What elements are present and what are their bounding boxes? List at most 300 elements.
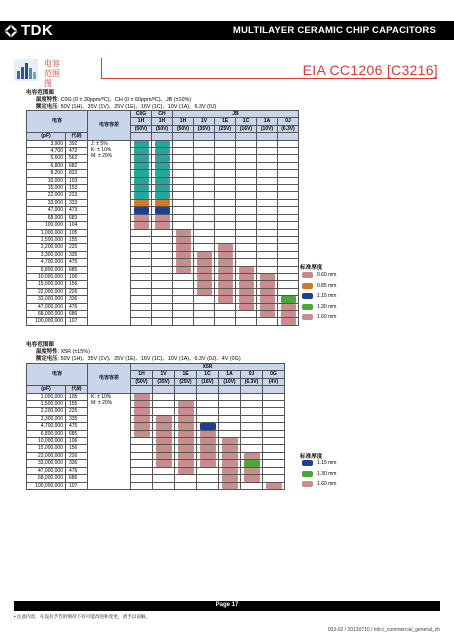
cap-value: 2,200,000 xyxy=(27,408,66,415)
range-bar xyxy=(134,431,150,437)
brand-text: TDK xyxy=(21,22,54,39)
range-cell xyxy=(215,199,236,206)
col-code: 代码 xyxy=(66,133,88,140)
range-bar xyxy=(134,192,149,198)
tolerance-entry: M: ± 20% xyxy=(91,153,113,160)
range-cell xyxy=(278,207,299,214)
cap-value: 33,000,000 xyxy=(27,460,66,467)
range-cell xyxy=(236,214,257,221)
range-cell xyxy=(173,288,194,295)
range-cell xyxy=(263,401,285,408)
range-cell xyxy=(197,475,219,482)
volt-code: 1E xyxy=(215,118,236,125)
range-cell xyxy=(197,482,219,489)
volt-value: (10V) xyxy=(257,125,278,132)
range-cell xyxy=(257,229,278,236)
legend-item xyxy=(302,460,336,466)
legend-label: 1.15 mm xyxy=(317,460,337,466)
legend-item xyxy=(302,293,336,299)
range-cell xyxy=(263,408,285,415)
cap-code: 155 xyxy=(66,236,88,243)
range-cell xyxy=(215,162,236,169)
range-cell xyxy=(257,259,278,266)
range-cell xyxy=(278,259,299,266)
range-bar xyxy=(155,215,170,221)
range-cell xyxy=(197,401,219,408)
range-cell xyxy=(257,251,278,258)
range-bar xyxy=(156,445,172,451)
range-bar xyxy=(134,148,149,154)
range-cell xyxy=(236,222,257,229)
cap-value: 3,900 xyxy=(27,140,66,147)
range-bar xyxy=(222,468,238,474)
range-bar xyxy=(176,230,191,236)
footer-bar xyxy=(14,601,440,611)
volt-spacer xyxy=(278,133,299,140)
range-bar xyxy=(176,252,191,258)
range-cell xyxy=(194,199,215,206)
range-cell xyxy=(278,185,299,192)
range-cell xyxy=(257,177,278,184)
tolerance-cell xyxy=(88,140,131,325)
range-bar xyxy=(176,267,191,273)
page-title: MULTILAYER CERAMIC CHIP CAPACITORS xyxy=(232,25,436,36)
group-x5r: X5R xyxy=(131,364,285,371)
range-bar xyxy=(222,453,238,459)
cap-value: 47,000 xyxy=(27,207,66,214)
range-bar xyxy=(239,281,254,287)
volt-value: (50V) xyxy=(152,125,173,132)
range-bar xyxy=(156,453,172,459)
range-cell xyxy=(236,259,257,266)
range-cell xyxy=(131,482,153,489)
volt-code: 1A xyxy=(257,118,278,125)
volt-spacer xyxy=(153,386,175,393)
range-cell xyxy=(257,185,278,192)
range-cell xyxy=(194,207,215,214)
cap-code: 336 xyxy=(66,460,88,467)
range-cell xyxy=(278,273,299,280)
volt-value: (6.3V) xyxy=(278,125,299,132)
range-bar xyxy=(134,200,149,206)
range-bar xyxy=(134,155,149,161)
range-cell xyxy=(197,467,219,474)
range-cell xyxy=(152,310,173,317)
range-bar xyxy=(134,178,149,184)
volt-spacer xyxy=(263,386,285,393)
range-cell xyxy=(173,318,194,325)
col-pf: (pF) xyxy=(27,133,66,140)
range-cell xyxy=(152,266,173,273)
range-cell xyxy=(173,222,194,229)
range-bar xyxy=(239,289,254,295)
volt-spacer xyxy=(131,386,153,393)
range-bar xyxy=(155,163,170,169)
range-cell xyxy=(194,170,215,177)
volt-spacer xyxy=(197,386,219,393)
range-bar xyxy=(260,274,275,280)
range-bar xyxy=(178,445,194,451)
cap-value: 68,000,000 xyxy=(27,310,66,317)
range-bar xyxy=(155,178,170,184)
range-bar xyxy=(156,460,172,466)
range-cell xyxy=(153,467,175,474)
range-bar xyxy=(222,483,238,489)
range-cell xyxy=(194,310,215,317)
range-cell xyxy=(215,303,236,310)
range-cell xyxy=(194,162,215,169)
cap-value: 4,700 xyxy=(27,148,66,155)
section2-heading: 电容范围图 xyxy=(26,342,54,348)
range-cell xyxy=(152,251,173,258)
range-cell xyxy=(173,273,194,280)
range-cell xyxy=(194,192,215,199)
cap-value: 15,000,000 xyxy=(27,445,66,452)
range-cell xyxy=(173,148,194,155)
range-cell xyxy=(173,140,194,147)
range-cell xyxy=(263,452,285,459)
range-cell xyxy=(263,423,285,430)
cap-value: 100,000 xyxy=(27,222,66,229)
col-tolerance: 电容容差 xyxy=(88,364,131,394)
legend-item xyxy=(302,481,336,487)
range-cell xyxy=(173,199,194,206)
volt-value: (25V) xyxy=(175,378,197,385)
range-cell xyxy=(153,482,175,489)
volt-code: 0G xyxy=(263,371,285,378)
range-cell xyxy=(257,207,278,214)
range-bar xyxy=(218,281,233,287)
range-bar xyxy=(178,460,194,466)
table-row xyxy=(27,288,299,295)
range-bar xyxy=(200,445,216,451)
cap-value: 22,000,000 xyxy=(27,288,66,295)
range-cell xyxy=(219,415,241,422)
cap-code: 156 xyxy=(66,281,88,288)
range-bar xyxy=(260,289,275,295)
range-cell xyxy=(278,192,299,199)
range-cell xyxy=(236,192,257,199)
range-cell xyxy=(241,393,263,400)
range-cell xyxy=(236,155,257,162)
cap-code: 336 xyxy=(66,296,88,303)
cap-code: 335 xyxy=(66,251,88,258)
range-bar xyxy=(155,141,170,147)
range-bar xyxy=(222,438,238,444)
range-bar xyxy=(178,408,194,414)
range-cell xyxy=(278,236,299,243)
volt-code: 1C xyxy=(197,371,219,378)
table-row xyxy=(27,281,299,288)
range-cell xyxy=(263,438,285,445)
range-cell xyxy=(278,155,299,162)
volt-value: (50V) xyxy=(131,125,152,132)
cap-code: 223 xyxy=(66,192,88,199)
table-row xyxy=(27,296,299,303)
legend-label: 1.30 mm xyxy=(317,303,337,310)
range-bar xyxy=(244,453,260,459)
range-cell xyxy=(173,296,194,303)
range-bar xyxy=(200,423,216,429)
col-capacitance: 电容 xyxy=(27,111,88,133)
range-cell xyxy=(236,199,257,206)
range-cell xyxy=(257,266,278,273)
range-cell xyxy=(278,266,299,273)
range-cell xyxy=(263,475,285,482)
table-row xyxy=(27,273,299,280)
range-cell xyxy=(152,281,173,288)
category-label: 电容 范围图 xyxy=(44,59,60,88)
cap-code: 473 xyxy=(66,207,88,214)
range-cell xyxy=(236,229,257,236)
range-cell xyxy=(131,259,152,266)
range-cell xyxy=(236,310,257,317)
range-cell xyxy=(257,155,278,162)
cap-code: 225 xyxy=(66,408,88,415)
cap-code: 105 xyxy=(66,393,88,400)
range-cell xyxy=(278,177,299,184)
col-code: 代码 xyxy=(66,386,88,393)
legend-swatch xyxy=(302,460,313,466)
range-cell xyxy=(215,177,236,184)
range-bar xyxy=(239,274,254,280)
legend-label: 1.30 mm xyxy=(317,470,337,477)
range-bar xyxy=(266,483,282,489)
range-cell xyxy=(278,244,299,251)
range-cell xyxy=(131,452,153,459)
range-bar xyxy=(178,468,194,474)
range-cell xyxy=(152,259,173,266)
range-cell xyxy=(278,222,299,229)
cap-value: 10,000,000 xyxy=(27,438,66,445)
tdk-diamond-icon xyxy=(4,24,18,38)
legend1-heading: 标准厚度 xyxy=(300,265,323,271)
range-cell xyxy=(215,185,236,192)
title-divider-vertical xyxy=(101,58,102,79)
range-bar xyxy=(197,267,212,273)
section1-heading: 电容范围图 xyxy=(26,90,54,96)
range-bar xyxy=(156,438,172,444)
range-cell xyxy=(215,229,236,236)
range-bar xyxy=(134,185,149,191)
section2-temp: 温度特性: X5R (±15%) xyxy=(36,349,90,355)
range-cell xyxy=(241,423,263,430)
range-bar xyxy=(200,431,216,437)
cap-code: 686 xyxy=(66,310,88,317)
range-bar xyxy=(134,416,150,422)
cap-code: 104 xyxy=(66,222,88,229)
range-cell xyxy=(257,162,278,169)
tolerance-entry: J: ± 5% xyxy=(91,140,108,147)
range-cell xyxy=(173,170,194,177)
range-bar xyxy=(218,259,233,265)
cap-code: 822 xyxy=(66,170,88,177)
legend-swatch xyxy=(302,272,313,278)
volt-spacer xyxy=(173,133,194,140)
range-cell xyxy=(219,423,241,430)
volt-code: 1H xyxy=(131,371,153,378)
range-cell xyxy=(131,438,153,445)
volt-code: 1E xyxy=(175,371,197,378)
range-cell xyxy=(131,273,152,280)
range-bar xyxy=(134,423,150,429)
legend-swatch xyxy=(302,481,313,487)
volt-spacer xyxy=(194,133,215,140)
range-bar xyxy=(134,401,150,407)
volt-code: 1A xyxy=(219,371,241,378)
range-cell xyxy=(257,140,278,147)
cap-value: 2,200,000 xyxy=(27,244,66,251)
legend-item xyxy=(302,272,336,278)
table-row xyxy=(27,393,285,400)
range-cell xyxy=(173,214,194,221)
range-cell xyxy=(153,408,175,415)
range-bar xyxy=(155,148,170,154)
tolerance-entry: K: ± 10% xyxy=(91,147,112,154)
range-cell xyxy=(131,229,152,236)
range-cell xyxy=(215,222,236,229)
range-cell xyxy=(131,266,152,273)
size-title: EIA CC1206 [C3216] xyxy=(302,62,438,78)
range-bar xyxy=(197,289,212,295)
range-bar xyxy=(197,259,212,265)
range-bar xyxy=(218,267,233,273)
volt-spacer xyxy=(175,386,197,393)
range-bar xyxy=(156,431,172,437)
range-bar xyxy=(197,274,212,280)
volt-value: (16V) xyxy=(197,378,219,385)
range-cell xyxy=(173,162,194,169)
table-row xyxy=(27,482,285,489)
range-cell xyxy=(257,318,278,325)
range-bar xyxy=(155,222,170,228)
range-cell xyxy=(257,170,278,177)
range-cell xyxy=(278,170,299,177)
table-row xyxy=(27,251,299,258)
cap-value: 6,800,000 xyxy=(27,266,66,273)
cap-value: 10,000,000 xyxy=(27,273,66,280)
range-cell xyxy=(173,155,194,162)
cap-code: 562 xyxy=(66,155,88,162)
range-cell xyxy=(215,214,236,221)
cap-value: 33,000,000 xyxy=(27,296,66,303)
cap-value: 1,000,000 xyxy=(27,229,66,236)
range-cell xyxy=(197,415,219,422)
range-cell xyxy=(173,303,194,310)
range-bar xyxy=(218,289,233,295)
range-cell xyxy=(263,430,285,437)
range-cell xyxy=(194,155,215,162)
volt-code: 1H xyxy=(131,118,152,125)
range-bar xyxy=(200,438,216,444)
range-cell xyxy=(215,140,236,147)
cap-value: 47,000,000 xyxy=(27,303,66,310)
range-cell xyxy=(215,236,236,243)
cap-value: 100,000,000 xyxy=(27,482,66,489)
range-cell xyxy=(194,296,215,303)
cap-code: 105 xyxy=(66,229,88,236)
range-bar xyxy=(155,170,170,176)
range-bar xyxy=(155,192,170,198)
range-cell xyxy=(131,288,152,295)
range-bar xyxy=(178,438,194,444)
cap-code: 153 xyxy=(66,185,88,192)
range-bar xyxy=(218,244,233,250)
range-bar xyxy=(244,468,260,474)
group-c0g: C0G xyxy=(131,111,152,118)
range-cell xyxy=(153,401,175,408)
range-cell xyxy=(152,303,173,310)
range-cell xyxy=(257,244,278,251)
range-cell xyxy=(175,393,197,400)
range-cell xyxy=(194,185,215,192)
cap-value: 100,000,000 xyxy=(27,318,66,325)
cap-code: 476 xyxy=(66,467,88,474)
volt-spacer xyxy=(257,133,278,140)
range-cell xyxy=(194,177,215,184)
table-row xyxy=(27,229,299,236)
range-cell xyxy=(263,467,285,474)
range-bar xyxy=(222,445,238,451)
range-bar xyxy=(178,401,194,407)
section2-volt: 额定电压: 50V (1H)、35V (1V)、25V (1E)、16V (1C)、10V (1A)、6.3V (0J)、4V (0G) xyxy=(36,356,241,362)
range-cell xyxy=(131,251,152,258)
range-cell xyxy=(131,310,152,317)
range-bar xyxy=(218,296,233,302)
range-bar xyxy=(239,296,254,302)
cap-value: 22,000,000 xyxy=(27,452,66,459)
col-capacitance: 电容 xyxy=(27,364,88,386)
range-cell xyxy=(197,393,219,400)
range-bar xyxy=(176,244,191,250)
range-cell xyxy=(219,401,241,408)
range-bar xyxy=(239,267,254,273)
range-cell xyxy=(194,148,215,155)
cap-value: 68,000,000 xyxy=(27,475,66,482)
range-cell xyxy=(173,192,194,199)
range-cell xyxy=(219,408,241,415)
range-cell xyxy=(131,318,152,325)
volt-code: 1V xyxy=(194,118,215,125)
range-cell xyxy=(257,199,278,206)
range-cell xyxy=(278,148,299,155)
range-cell xyxy=(131,467,153,474)
range-cell xyxy=(152,229,173,236)
volt-value: (50V) xyxy=(173,125,194,132)
range-bar xyxy=(200,460,216,466)
cap-code: 226 xyxy=(66,452,88,459)
cap-code: 156 xyxy=(66,445,88,452)
range-cell xyxy=(241,445,263,452)
range-cell xyxy=(194,318,215,325)
range-cell xyxy=(236,148,257,155)
cap-code: 472 xyxy=(66,148,88,155)
volt-code: 1C xyxy=(236,118,257,125)
range-cell xyxy=(175,475,197,482)
range-cell xyxy=(257,236,278,243)
cap-value: 4,700,000 xyxy=(27,259,66,266)
table-row xyxy=(27,303,299,310)
range-bar xyxy=(197,281,212,287)
range-bar xyxy=(155,185,170,191)
legend-item xyxy=(302,283,336,289)
range-bar xyxy=(134,222,149,228)
tolerance-cell xyxy=(88,393,131,489)
range-cell xyxy=(152,244,173,251)
legend-swatch xyxy=(302,304,313,310)
range-cell xyxy=(131,475,153,482)
range-cell xyxy=(257,222,278,229)
